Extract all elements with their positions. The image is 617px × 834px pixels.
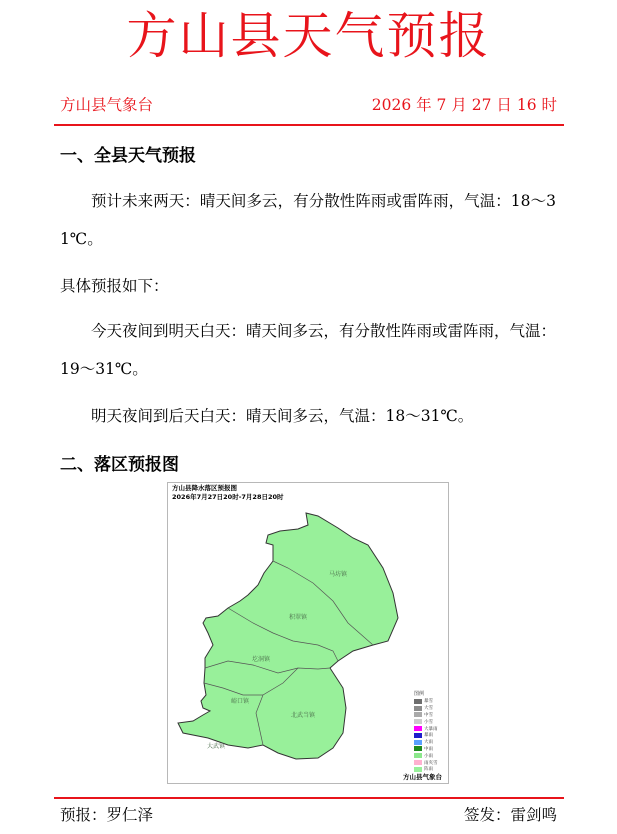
legend-label: 阵雨 <box>424 767 433 773</box>
legend-item <box>414 759 444 766</box>
legend-label: 暴雪 <box>424 699 433 705</box>
legend-rows <box>414 698 444 773</box>
legend-label: 中雨 <box>424 746 433 752</box>
forecast-summary: 预计未来两天：晴天间多云，有分散性阵雨或雷阵雨，气温：18～31℃。 <box>60 192 556 248</box>
town-label-jicui: 积翠镇 <box>289 614 308 621</box>
forecast-today: 今天夜间到明天白天：晴天间多云，有分散性阵雨或雷阵雨，气温：19～31℃。 <box>60 322 557 378</box>
precip-map <box>167 482 449 784</box>
report-title: 方山县天气预报 <box>126 7 491 65</box>
section2-heading: 二、落区预报图 <box>60 455 179 475</box>
section1-heading: 一、全县天气预报 <box>60 146 196 166</box>
forecaster: 预报：罗仁泽 <box>60 806 154 824</box>
legend-item <box>414 752 444 759</box>
legend-label: 大雨 <box>424 740 433 746</box>
forecast-tomorrow: 明天夜间到后天白天：晴天间多云，气温：18～31℃。 <box>91 407 474 425</box>
legend-label: 雨夹雪 <box>424 760 438 766</box>
map-credit: 方山县气象台 <box>403 773 442 781</box>
legend-label: 小雪 <box>424 719 433 725</box>
town-label-beiwudang: 北武当镇 <box>291 712 316 719</box>
legend-item <box>414 739 444 746</box>
header-divider <box>54 124 564 126</box>
town-label-mafang: 马坊镇 <box>329 571 348 578</box>
county-shape <box>178 513 398 759</box>
legend-item <box>414 746 444 753</box>
town-label-dawu: 大武镇 <box>207 743 226 750</box>
legend-label: 暴雨 <box>424 733 433 739</box>
legend-swatch <box>414 726 422 731</box>
details-label: 具体预报如下： <box>60 277 169 295</box>
legend-swatch <box>414 746 422 751</box>
legend-label: 小雨 <box>424 753 433 759</box>
town-label-yukou: 峪口镇 <box>231 698 250 705</box>
signer: 签发：雷剑鸣 <box>463 806 557 824</box>
map-title: 方山县降水落区预报图 <box>172 484 237 492</box>
map-legend <box>414 691 444 773</box>
legend-swatch <box>414 699 422 704</box>
legend-swatch <box>414 719 422 724</box>
county-map-svg <box>168 483 448 783</box>
legend-item <box>414 712 444 719</box>
legend-swatch <box>414 733 422 738</box>
legend-swatch <box>414 753 422 758</box>
legend-swatch <box>414 712 422 717</box>
legend-label: 大雪 <box>424 706 433 712</box>
legend-item <box>414 718 444 725</box>
legend-title: 图例 <box>414 691 425 697</box>
legend-swatch <box>414 706 422 711</box>
map-period: 2026年7月27日20时-7月28日20时 <box>172 493 284 501</box>
legend-swatch <box>414 760 422 765</box>
legend-item <box>414 698 444 705</box>
legend-item <box>414 732 444 739</box>
issue-time: 2026 年 7 月 27 日 16 时 <box>371 96 557 114</box>
town-label-gedong: 圪洞镇 <box>252 656 271 663</box>
agency-name: 方山县气象台 <box>60 96 154 114</box>
footer-divider <box>54 797 564 799</box>
legend-item <box>414 725 444 732</box>
legend-swatch <box>414 740 422 745</box>
legend-label: 中雪 <box>424 712 433 718</box>
legend-label: 大暴雨 <box>424 726 438 732</box>
legend-item <box>414 705 444 712</box>
